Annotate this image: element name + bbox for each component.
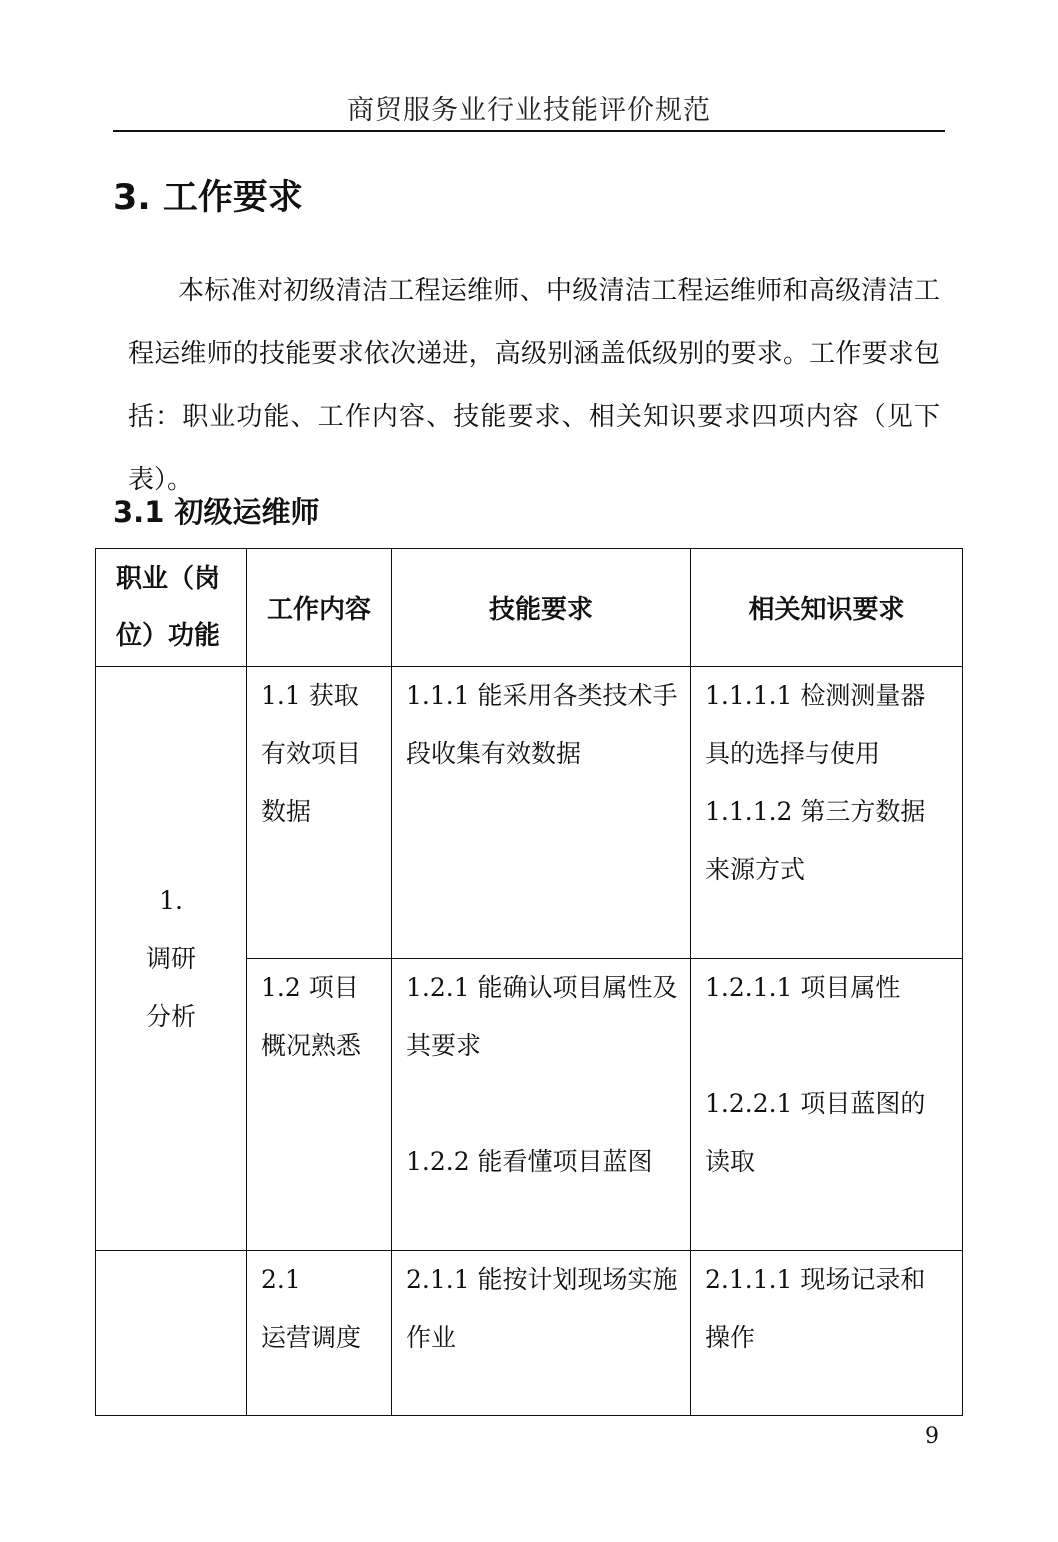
- skill-cell: 1.1.1 能采用各类技术手段收集有效数据: [392, 667, 691, 959]
- content-number: 2.1: [261, 1265, 301, 1294]
- running-header: 商贸服务业行业技能评价规范: [347, 95, 711, 126]
- table-header-row: [96, 549, 963, 667]
- header-function-line1: 职业（岗: [116, 563, 221, 594]
- content-cell: 1.2 项目概况熟悉: [247, 959, 392, 1251]
- knowledge-cell: [691, 959, 963, 1251]
- intro-paragraph: 本标准对初级清洁工程运维师、中级清洁工程运维师和高级清洁工程运维师的技能要求依次递进，高级别涵盖低级别的要求。工作要求包括：职业功能、工作内容、技能要求、相关知识要求四项内容（见下表）。: [128, 276, 940, 495]
- knowledge-item: 1.1.1.1 检测测量器具的选择与使用: [705, 681, 926, 768]
- header-rule: [113, 130, 945, 132]
- header-function-line2: 位）功能: [116, 620, 221, 651]
- content-cell: 1.1 获取有效项目数据: [247, 667, 392, 959]
- header-content: 工作内容: [247, 549, 392, 667]
- page-number: 9: [925, 1424, 939, 1449]
- knowledge-item: 1.2.2.1 项目蓝图的读取: [705, 1089, 926, 1176]
- skill-item: 1.2.2 能看懂项目蓝图: [406, 1147, 653, 1176]
- knowledge-item: 1.1.1.2 第三方数据来源方式: [705, 797, 926, 884]
- knowledge-cell: 2.1.1.1 现场记录和操作: [691, 1251, 963, 1416]
- knowledge-cell: [691, 667, 963, 959]
- function-name-line1: 调研: [145, 943, 196, 973]
- header-skill: 技能要求: [392, 549, 691, 667]
- requirements-table: [95, 548, 963, 1416]
- header-function: [96, 549, 247, 667]
- skill-cell: [392, 959, 691, 1251]
- function-cell: [96, 1251, 247, 1416]
- table-row: [96, 667, 963, 959]
- subsection-title: 3.1 初级运维师: [113, 495, 320, 529]
- skill-cell: 2.1.1 能按计划现场实施作业: [392, 1251, 691, 1416]
- header-knowledge: 相关知识要求: [691, 549, 963, 667]
- function-number: 1.: [159, 885, 183, 915]
- section-title: 3. 工作要求: [113, 178, 303, 218]
- function-name-line2: 分析: [145, 1001, 196, 1031]
- table-row: [96, 1251, 963, 1416]
- function-cell: [96, 667, 247, 1251]
- content-name: 运营调度: [261, 1323, 362, 1352]
- skill-item: 1.2.1 能确认项目属性及其要求: [406, 973, 678, 1060]
- content-cell: [247, 1251, 392, 1416]
- knowledge-item: 1.2.1.1 项目属性: [705, 973, 901, 1002]
